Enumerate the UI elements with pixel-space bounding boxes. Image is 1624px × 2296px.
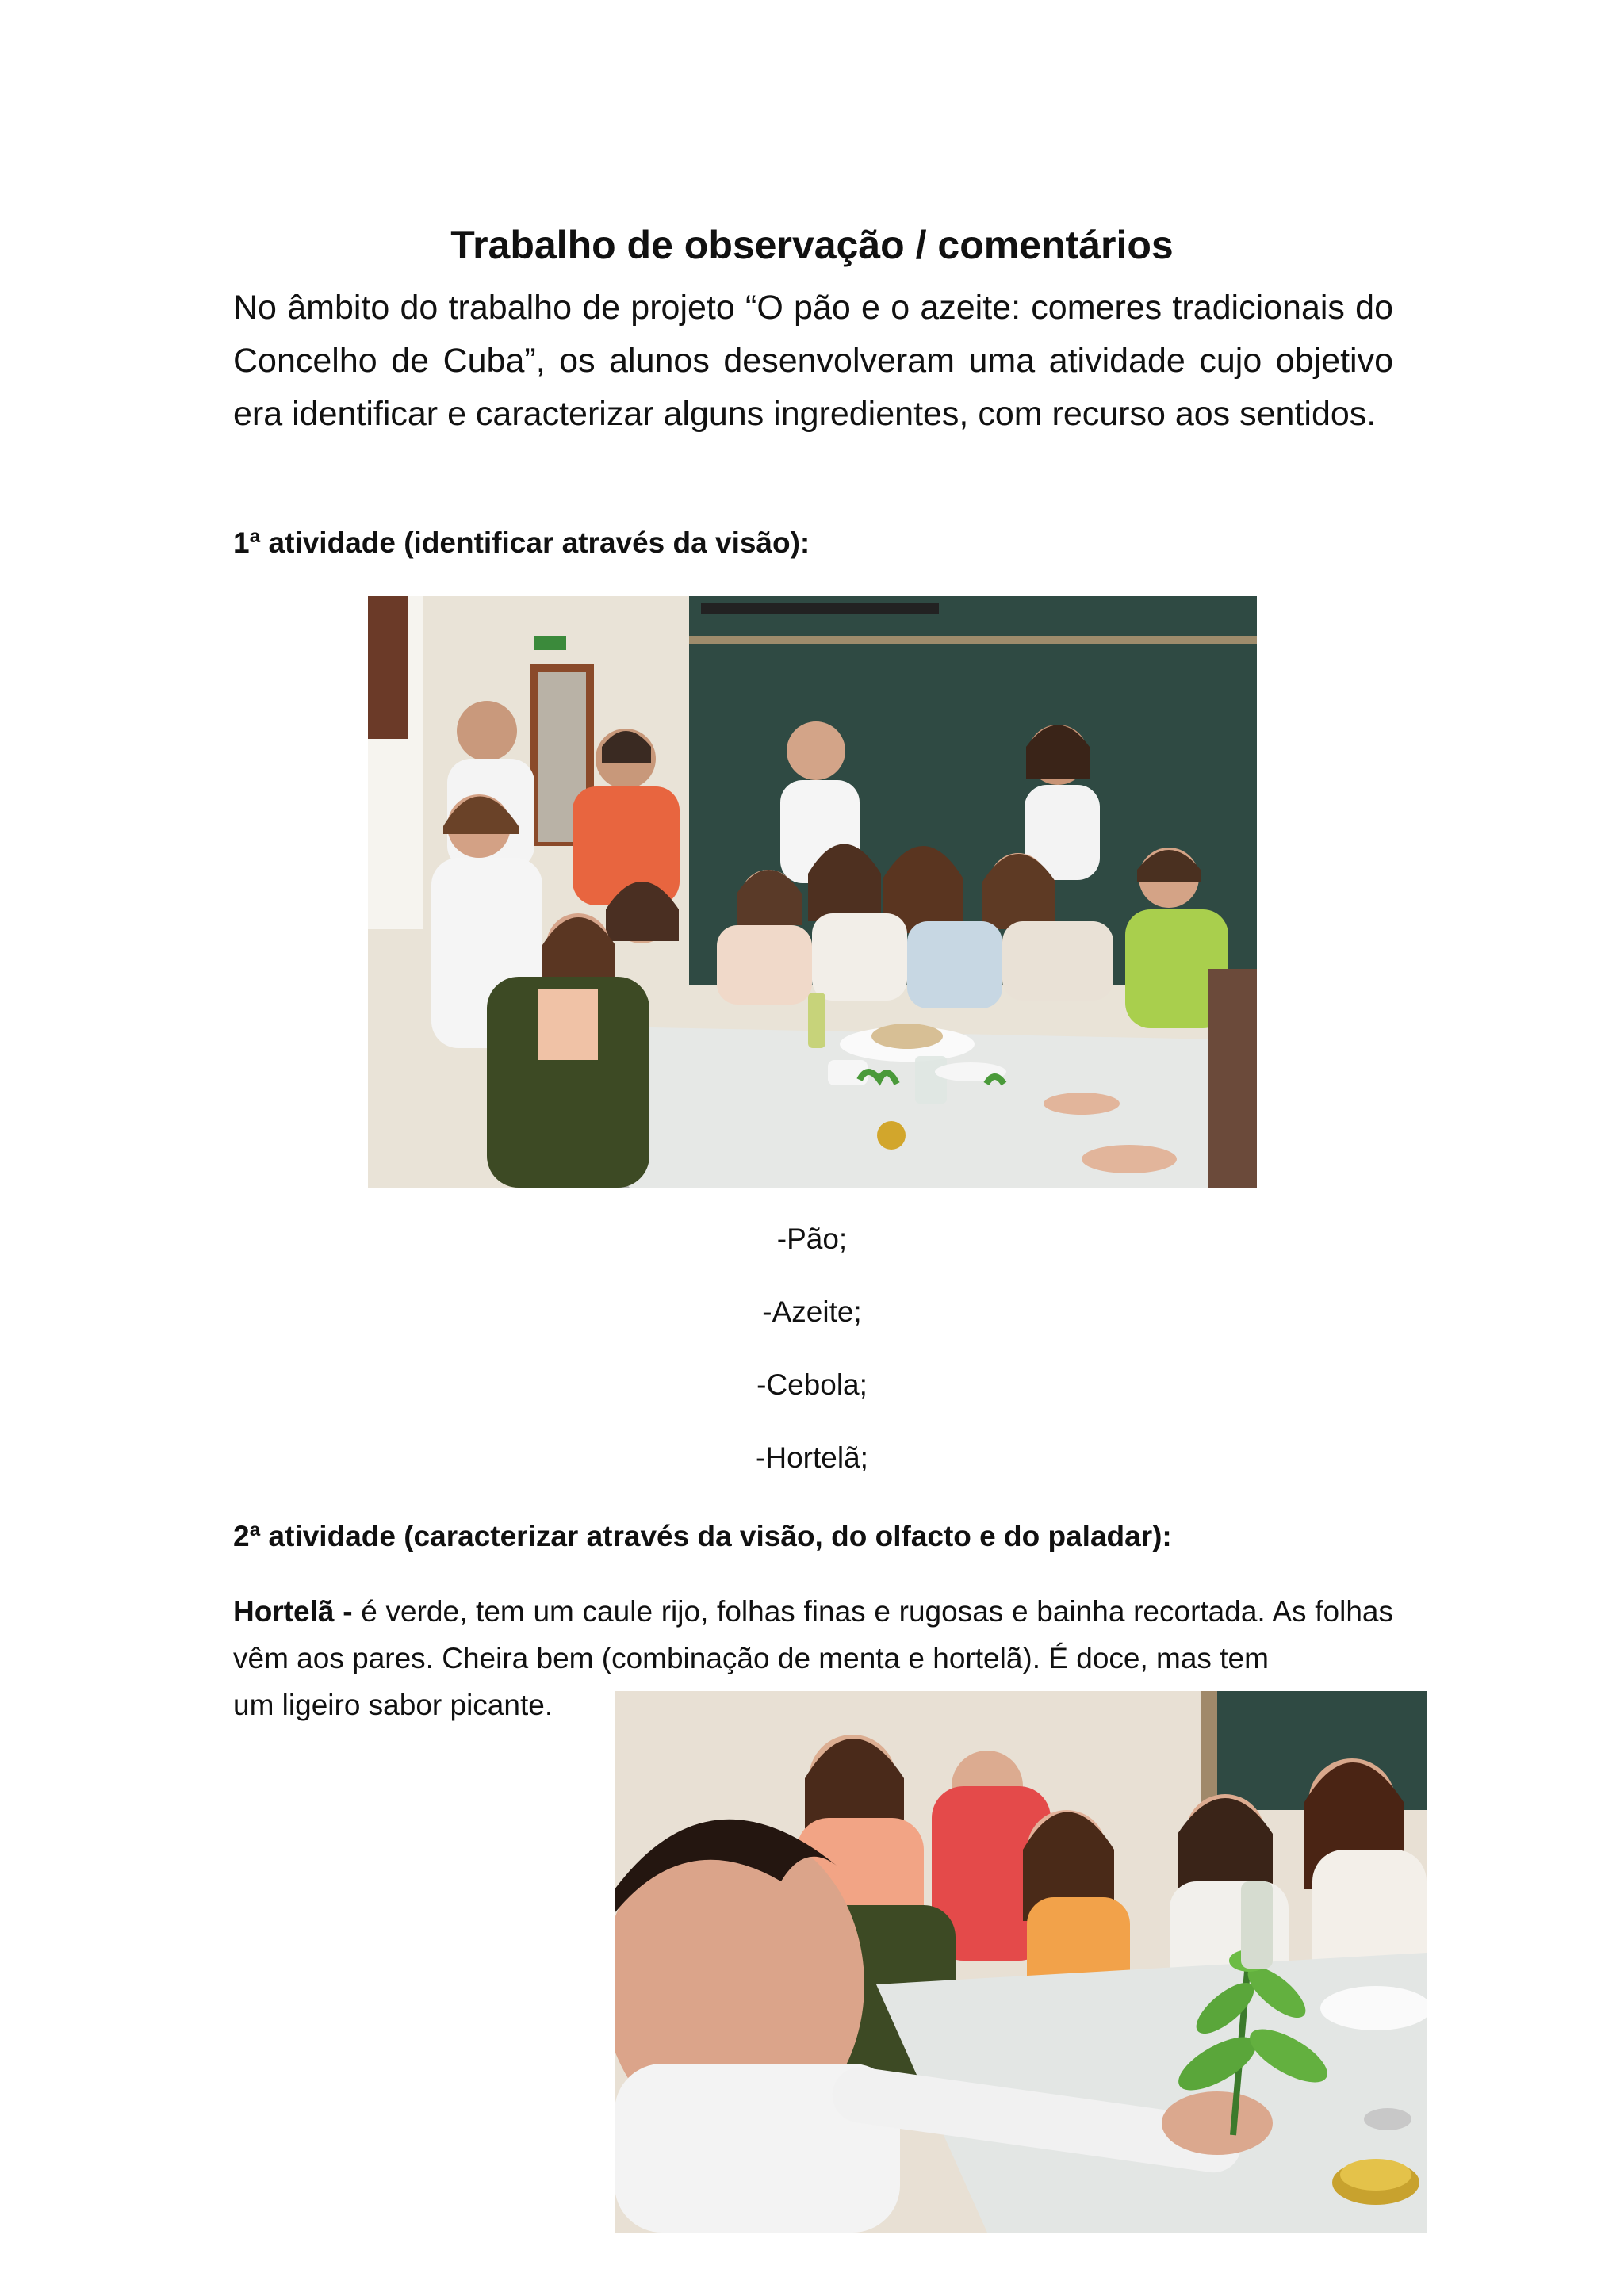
mint-sprig-photo	[615, 1691, 1427, 2233]
list-item: -Hortelã;	[756, 1441, 868, 1474]
term-hortela: Hortelã -	[233, 1595, 353, 1628]
activity1-heading: 1ª atividade (identificar através da visão):	[233, 526, 810, 559]
intro-paragraph: No âmbito do trabalho de projeto “O pão e o azeite: comeres tradicionais do Concelho de Cuba”, os alunos desenvolveram uma atividade cujo objetivo era identificar e caracterizar alguns ingredientes, com recurso aos sentidos.	[233, 289, 1393, 433]
page-title: Trabalho de observação / comentários	[450, 222, 1174, 267]
activity2-heading: 2ª atividade (caracterizar através da visão, do olfacto e do paladar):	[233, 1520, 1172, 1552]
list-item: -Cebola;	[756, 1368, 868, 1401]
list-item: -Azeite;	[762, 1295, 862, 1328]
classroom-group-photo	[368, 596, 1257, 1188]
description-main: é verde, tem um caule rijo, folhas finas e rugosas e bainha recortada. As folhas vêm aos pares. Cheira bem (combinação de menta e hortelã). É doce, mas tem	[233, 1595, 1393, 1674]
description-end: um ligeiro sabor picante.	[233, 1689, 553, 1721]
list-item: -Pão;	[776, 1223, 848, 1255]
ingredient-list	[0, 1221, 1624, 1513]
